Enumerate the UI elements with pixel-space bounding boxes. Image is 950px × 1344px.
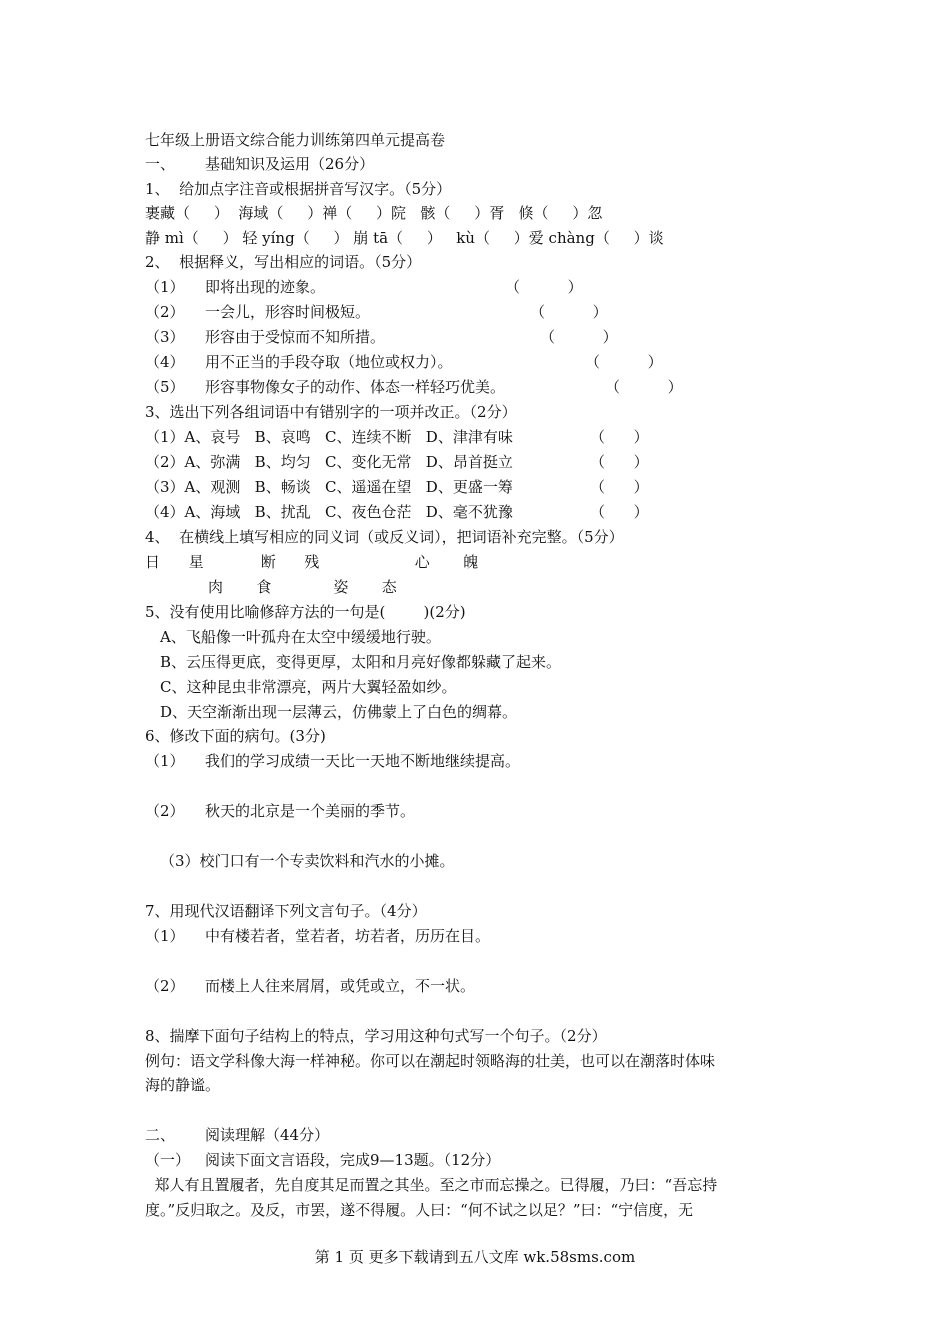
part2-number: 二、 <box>145 1126 176 1144</box>
q2-blank: （ ） <box>530 303 608 321</box>
q7-item-text: 中有楼若者，堂若者，坊若者，历历在目。 <box>205 927 491 945</box>
q2-item-number: （5） <box>145 378 185 396</box>
q5-option-d: D、天空渐渐出现一层薄云，仿佛蒙上了白色的绸幕。 <box>160 703 518 721</box>
q6-item-text: 秋天的北京是一个美丽的季节。 <box>205 802 416 820</box>
q7-item-number: （2） <box>145 977 185 995</box>
q6-item-number: （1） <box>145 752 185 770</box>
q4-row2: 肉 食 姿 态 <box>208 578 397 596</box>
q3-item: （3）A、观测 B、畅谈 C、遥遥在望 D、更盛一筹 <box>145 478 513 496</box>
q3-blank: （ ） <box>590 428 649 446</box>
q7-item <box>145 926 490 946</box>
q8-example-line2: 海的静谧。 <box>145 1076 221 1094</box>
q2-item-number: （3） <box>145 328 185 346</box>
q3-blank: （ ） <box>590 503 649 521</box>
q5-option-c: C、这种昆虫非常漂亮，两片大翼轻盈如纱。 <box>160 678 457 696</box>
q2-item-text: 用不正当的手段夺取（地位或权力）。 <box>205 353 453 371</box>
q8-example-line1: 例句：语文学科像大海一样神秘。你可以在潮起时领略海的壮美，也可以在潮落时体味 <box>145 1052 716 1070</box>
q6-stem: 6、修改下面的病句。(3分) <box>145 727 326 745</box>
q1-stem: 1、 给加点字注音或根据拼音写汉字。（5分） <box>145 180 452 198</box>
part2-title: 阅读理解（44分） <box>205 1126 330 1144</box>
q2-item <box>145 302 370 322</box>
q3-blank: （ ） <box>590 478 649 496</box>
q2-blank: （ ） <box>585 353 663 371</box>
passage-line2: 度。”反归取之。及反，市罢，遂不得履。人曰：“何不试之以足？”曰：“宁信度，无 <box>145 1201 694 1219</box>
passage-line1: 郑人有且置履者，先自度其足而置之其坐。至之市而忘操之。已得履，乃曰：“吾忘持 <box>145 1176 718 1194</box>
q5-option-a: A、飞船像一叶孤舟在太空中缓缓地行驶。 <box>160 628 441 646</box>
q3-item: （1）A、哀号 B、哀鸣 C、连续不断 D、津津有味 <box>145 428 513 446</box>
q2-blank: （ ） <box>540 328 618 346</box>
q2-item <box>145 277 325 297</box>
q2-item-text: 形容事物像女子的动作、体态一样轻巧优美。 <box>205 378 506 396</box>
q1-row2: 静 mì（ ） 轻 yíng（ ） 崩 tā（ ） kù（ ）爱 chàng（ ）谈 <box>145 229 664 247</box>
q5-option-b: B、云压得更底，变得更厚，太阳和月亮好像都躲藏了起来。 <box>160 653 562 671</box>
q2-stem: 2、 根据释义，写出相应的词语。（5分） <box>145 253 422 271</box>
part1-number: 一、 <box>145 155 176 173</box>
q1-row1: 裹藏（ ） 海域（ ）禅（ ）院 骸（ ）胥 倏（ ）忽 <box>145 204 603 222</box>
q6-item-text: 我们的学习成绩一天比一天地不断地继续提高。 <box>205 752 521 770</box>
q2-blank: （ ） <box>605 378 683 396</box>
q2-item <box>145 377 505 397</box>
q2-item <box>145 327 385 347</box>
q2-item-number: （4） <box>145 353 185 371</box>
q8-stem: 8、揣摩下面句子结构上的特点，学习用这种句式写一个句子。（2分） <box>145 1027 607 1045</box>
part1-title: 基础知识及运用（26分） <box>205 155 375 173</box>
q2-item <box>145 352 453 372</box>
page-footer: 第 1 页 更多下载请到五八文库 wk.58sms.com <box>314 1248 636 1266</box>
q3-stem: 3、选出下列各组词语中有错别字的一项并改正。（2分） <box>145 403 517 421</box>
q6-item-number: （2） <box>145 802 185 820</box>
q2-item-number: （1） <box>145 278 185 296</box>
q2-item-text: 形容由于受惊而不知所措。 <box>205 328 386 346</box>
part1-heading <box>145 154 374 174</box>
part2-subheading <box>145 1150 500 1170</box>
q2-blank: （ ） <box>505 278 583 296</box>
q7-item-number: （1） <box>145 927 185 945</box>
q2-item-number: （2） <box>145 303 185 321</box>
q6-item <box>145 751 520 771</box>
q3-item: （4）A、海域 B、扰乱 C、夜色仓茫 D、毫不犹豫 <box>145 503 513 521</box>
q6-item: （3）校门口有一个专卖饮料和汽水的小摊。 <box>160 852 455 870</box>
part2-sub-number: （一） <box>145 1151 191 1169</box>
document-title: 七年级上册语文综合能力训练第四单元提高卷 <box>145 131 446 149</box>
q7-item-text: 而楼上人往来屑屑，或凭或立，不一状。 <box>205 977 476 995</box>
part2-sub-title: 阅读下面文言语段，完成9—13题。（12分） <box>205 1151 501 1169</box>
q4-stem: 4、 在横线上填写相应的同义词（或反义词），把词语补充完整。（5分） <box>145 528 624 546</box>
q2-item-text: 即将出现的迹象。 <box>205 278 326 296</box>
q4-row1: 日 星 断 残 心 魄 <box>145 553 479 571</box>
q7-stem: 7、用现代汉语翻译下列文言句子。（4分） <box>145 902 427 920</box>
q7-item <box>145 976 475 996</box>
q6-item <box>145 801 415 821</box>
part2-heading <box>145 1125 329 1145</box>
q3-blank: （ ） <box>590 453 649 471</box>
q2-item-text: 一会儿，形容时间极短。 <box>205 303 371 321</box>
q5-stem: 5、没有使用比喻修辞方法的一句是( )(2分) <box>145 603 466 621</box>
q3-item: （2）A、弥满 B、均匀 C、变化无常 D、昂首挺立 <box>145 453 513 471</box>
